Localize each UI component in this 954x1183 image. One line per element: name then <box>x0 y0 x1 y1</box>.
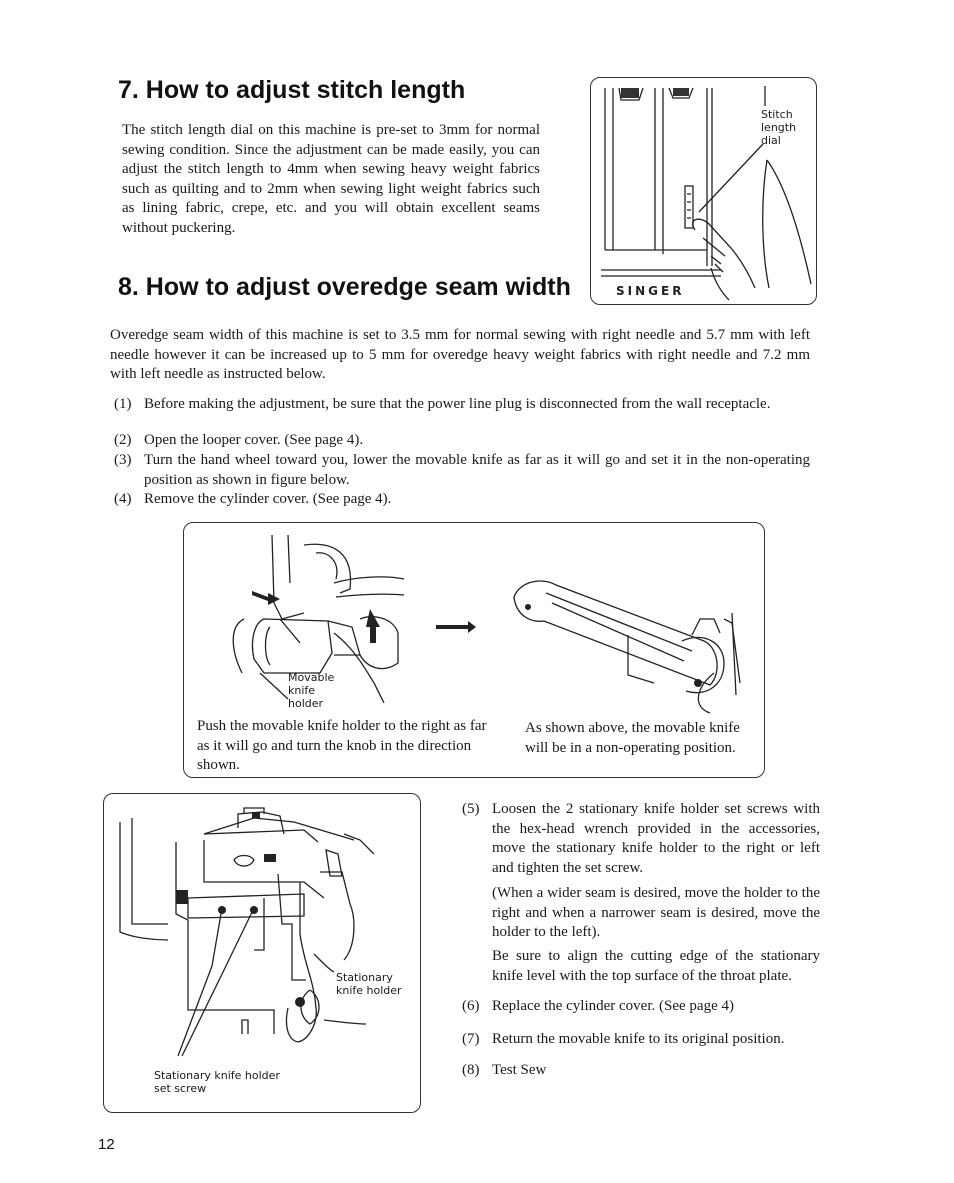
step-6-number: (6) <box>462 998 480 1014</box>
section-7-title: 7. How to adjust stitch length <box>118 76 466 104</box>
step-3-text: Turn the hand wheel toward you, lower the movable knife as far as it will go and set it in the non-operating position as shown in figure below. <box>144 452 810 488</box>
stitch-dial-figure <box>590 77 817 305</box>
step-1-number: (1) <box>114 396 132 412</box>
section-7-body: The stitch length dial on this machine is pre-set to 3mm for normal sewing condition. Since the adjustment can be made easily, you can adjust the stitch length to 4mm when sewing heavy weight fabrics such as quilting and to 2mm when sewing light weight fabrics such as lining fabric, crepe, etc. and you will obtain excellent seams without puckering. <box>122 122 540 236</box>
movable-knife-label-1: Movable <box>288 671 335 684</box>
step-7 <box>462 1030 820 1050</box>
page-number: 12 <box>98 1136 115 1153</box>
step-7-text: Return the movable knife to its original position. <box>492 1031 785 1047</box>
step-2-number: (2) <box>114 432 132 448</box>
movable-knife-figure <box>183 522 765 778</box>
section-8-intro: Overedge seam width of this machine is set to 3.5 mm for normal sewing with right needle and 5.7 mm with left needle however it can be increased up to 5 mm for overedge heavy weight fabrics with right needle and 7.2 mm with left needle as instructed below. <box>110 327 810 382</box>
step-3 <box>114 451 810 491</box>
stitch-dial-label-1: Stitch <box>761 108 793 121</box>
set-screw-label-1: Stationary knife holder <box>154 1069 280 1082</box>
step-8 <box>462 1061 820 1081</box>
step-8-number: (8) <box>462 1062 480 1078</box>
movable-knife-label-3: holder <box>288 697 324 710</box>
movable-knife-caption-right: As shown above, the movable knife will be in a non-operating position. <box>525 720 740 756</box>
step-2-text: Open the looper cover. (See page 4). <box>144 432 364 448</box>
stationary-knife-illustration <box>104 794 420 1112</box>
step-5-para-3: Be sure to align the cutting edge of the stationary knife level with the top surface of the throat plate. <box>492 948 820 984</box>
step-7-number: (7) <box>462 1031 480 1047</box>
set-screw-label-2: set screw <box>154 1082 207 1095</box>
step-4 <box>114 490 810 510</box>
stationary-knife-holder-label-1: Stationary <box>336 971 393 984</box>
step-5-number: (5) <box>462 801 480 817</box>
step-6-text: Replace the cylinder cover. (See page 4) <box>492 998 734 1014</box>
step-4-text: Remove the cylinder cover. (See page 4). <box>144 491 392 507</box>
step-2 <box>114 431 810 451</box>
movable-knife-caption-left: Push the movable knife holder to the right as far as it will go and turn the knob in the direction shown. <box>197 718 487 773</box>
stationary-knife-holder-label-2: knife holder <box>336 984 402 997</box>
step-1-text: Before making the adjustment, be sure that the power line plug is disconnected from the wall receptacle. <box>144 396 771 412</box>
step-5-para-1: Loosen the 2 stationary knife holder set screws with the hex-head wrench provided in the accessories, move the stationary knife holder to the right or left and tighten the set screw. <box>492 801 820 876</box>
step-4-number: (4) <box>114 491 132 507</box>
singer-brand-label: SINGER <box>616 284 685 298</box>
step-6 <box>462 997 820 1017</box>
step-1 <box>114 395 810 419</box>
movable-knife-label-2: knife <box>288 684 316 697</box>
step-8-text: Test Sew <box>492 1062 547 1078</box>
step-3-number: (3) <box>114 452 132 468</box>
stitch-dial-label-3: dial <box>761 134 781 147</box>
stitch-dial-label-2: length <box>761 121 797 134</box>
section-8-title: 8. How to adjust overedge seam width <box>118 273 571 301</box>
step-5-para-2: (When a wider seam is desired, move the holder to the right and when a narrower seam is desired, move the holder to the left). <box>492 885 820 940</box>
stationary-knife-figure <box>103 793 421 1113</box>
